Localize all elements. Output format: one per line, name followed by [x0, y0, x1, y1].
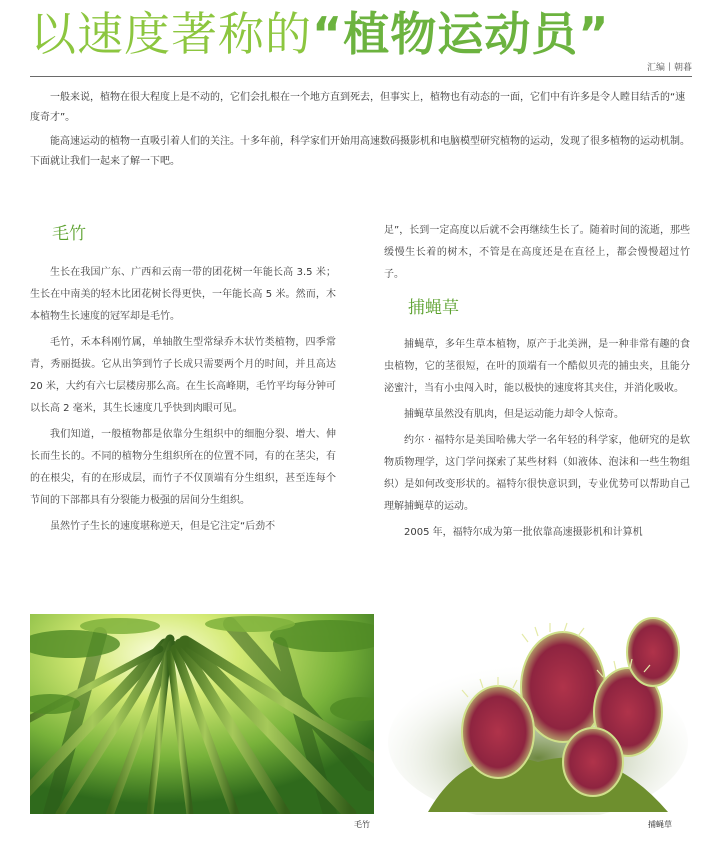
body-paragraph: 2005 年，福特尔成为第一批依靠高速摄影机和计算机	[404, 527, 643, 538]
body-paragraph: 捕蝇草虽然没有肌肉，但是运动能力却令人惊奇。	[404, 409, 624, 420]
article-title	[30, 4, 609, 64]
title-open-quote: “	[312, 7, 344, 61]
intro	[30, 88, 692, 176]
byline: 汇编丨朝暮	[646, 63, 692, 73]
body-paragraph: 约尔 · 福特尔是美国哈佛大学一名年轻的科学家，他研究的是软物质物理学，这门学问探索了某些材料（如液体、泡沫和一些生物组织）是如何改变形状的。福特尔很快意识到，专业优势可以帮助自己理解捕蝇草的运动。	[384, 435, 690, 512]
title-bold-part: 植物运动员	[343, 7, 579, 61]
caption-bamboo: 毛竹	[354, 820, 370, 829]
intro-paragraph: 一般来说，植物在很大程度上是不动的，它们会扎根在一个地方直到死去，但事实上，植物也有动态的一面，它们中有许多是令人瞠目结舌的“速度奇才”。	[30, 92, 686, 123]
section-heading-flytrap: 捕蝇草	[408, 298, 459, 318]
body-paragraph: 生长在我国广东、广西和云南一带的团花树一年能长高 3.5 米；生长在中南美的轻木比团花树长得更快，一年能长高 5 米。然而，木本植物生长速度的冠军却是毛竹。	[30, 267, 336, 322]
body-paragraph-continued: 足”，长到一定高度以后就不会再继续生长了。随着时间的流逝，那些缓慢生长着的树木，不管是在高度还是在直径上，都会慢慢超过竹子。	[384, 225, 690, 280]
caption-flytrap: 捕蝇草	[648, 820, 672, 829]
title-close-quote: ”	[578, 7, 610, 61]
body-paragraph: 虽然竹子生长的速度堪称逆天，但是它注定“后劲不	[50, 521, 276, 532]
body-paragraph: 捕蝇草，多年生草本植物，原产于北美洲，是一种非常有趣的食虫植物，它的茎很短，在叶的顶端有一个酷似贝壳的捕虫夹，且能分泌蜜汁，当有小虫闯入时，能以极快的速度将其夹住，并消化吸收。	[384, 339, 690, 394]
title-divider	[30, 76, 692, 77]
title-light-part: 以速度著称的	[30, 7, 312, 61]
bamboo-photo	[30, 614, 374, 814]
intro-paragraph: 能高速运动的植物一直吸引着人们的关注。十多年前，科学家们开始用高速数码摄影机和电脑模型研究植物的运动，发现了很多植物的运动机制。下面就让我们一起来了解一下吧。	[30, 136, 690, 167]
column-right	[384, 220, 690, 548]
column-left	[30, 262, 336, 542]
flytrap-photo	[388, 612, 690, 815]
body-paragraph: 我们知道，一般植物都是依靠分生组织中的细胞分裂、增大、伸长而生长的。不同的植物分生组织所在的位置不同，有的在茎尖，有的在根尖，有的在形成层，而竹子不仅顶端有分生组织，甚至连每个节间的下部都具有分裂能力极强的居间分生组织。	[30, 429, 336, 506]
body-paragraph: 毛竹，禾本科刚竹属，单轴散生型常绿乔木状竹类植物，四季常青，秀丽挺拔。它从出笋到竹子长成只需要两个月的时间，并且高达 20 米，大约有六七层楼房那么高。在生长高峰期，毛竹平均每分钟可以长高 2 毫米，其生长速度几乎快到肉眼可见。	[30, 337, 336, 414]
section-heading-bamboo: 毛竹	[52, 224, 86, 244]
